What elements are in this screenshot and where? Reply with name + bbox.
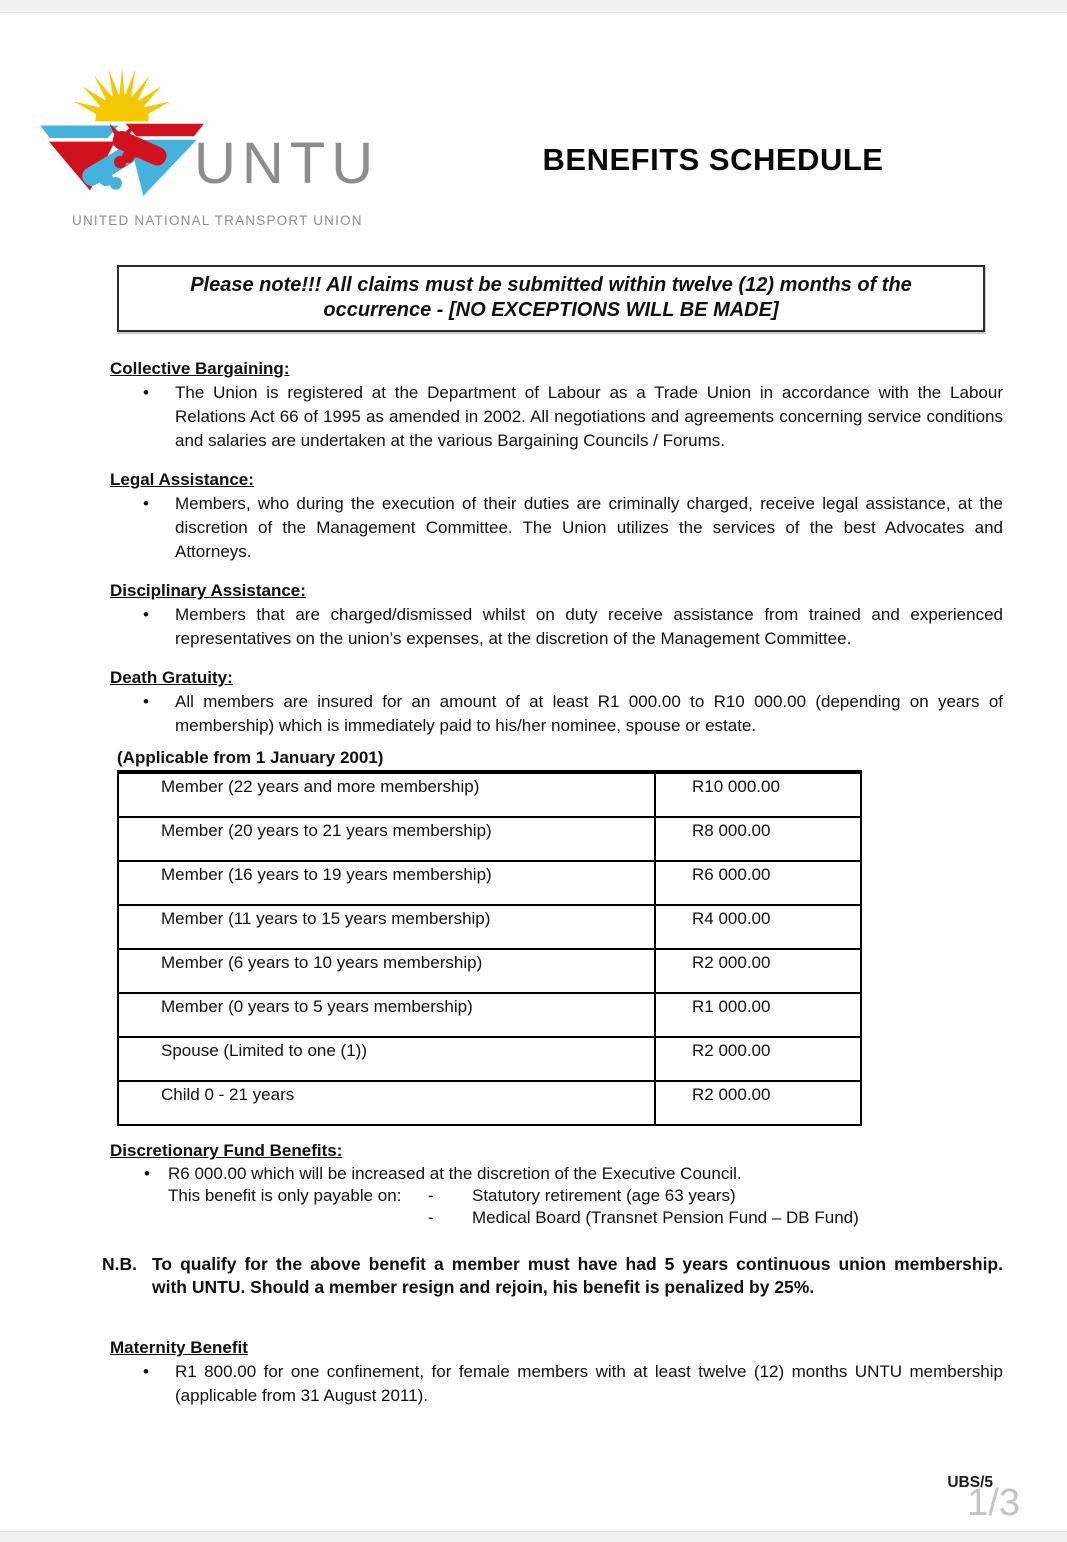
table-row xyxy=(118,817,861,861)
list-item xyxy=(110,603,1003,651)
notice-box: Please note!!! All claims must be submitted within twelve (12) months of the occurrence - [NO EXCEPTIONS WILL BE MADE] xyxy=(117,265,985,332)
benefit-value: R6 000.00 xyxy=(655,861,861,905)
section-death-gratuity xyxy=(110,665,1003,738)
section-discretionary-fund-benefits xyxy=(110,1138,1003,1229)
table-heading: (Applicable from 1 January 2001) xyxy=(117,746,862,772)
page-indicator: 1/3 xyxy=(967,1482,1020,1524)
section-heading: Discretionary Fund Benefits: xyxy=(110,1141,343,1160)
bullet-icon: • xyxy=(144,1164,150,1183)
bullet-icon: • xyxy=(143,1362,149,1381)
benefit-value: R2 000.00 xyxy=(655,1081,861,1125)
bullet-text: R6 000.00 which will be increased at the discretion of the Executive Council. xyxy=(168,1164,742,1183)
table-row xyxy=(118,1037,861,1081)
section-heading: Disciplinary Assistance: xyxy=(110,581,306,600)
viewer-top-page-edge xyxy=(0,0,1067,13)
nb-text-line1: To qualify for the above benefit a member must have had 5 years continuous union membership. xyxy=(152,1254,1003,1274)
bullet-text: The Union is registered at the Department of Labour as a Trade Union in accordance with the Labour Relations Act 66 of 1995 as amended in 2002. All negotiations and agreements concerning service conditions and salaries are undertaken at the various Bargaining Councils / Forums. xyxy=(175,383,1003,450)
benefit-value: R8 000.00 xyxy=(655,817,861,861)
document-body xyxy=(102,265,1003,1408)
bullet-icon: • xyxy=(143,383,149,402)
payable-label: This benefit is only payable on: xyxy=(168,1186,402,1205)
brand-name: UNTU xyxy=(194,131,380,196)
section-legal-assistance xyxy=(110,467,1003,564)
payable-item: Medical Board (Transnet Pension Fund – DB Fund) xyxy=(472,1208,859,1227)
section-heading: Maternity Benefit xyxy=(110,1338,248,1357)
section-maternity-benefit xyxy=(110,1335,1003,1408)
bullet-text: Members, who during the execution of their duties are criminally charged, receive legal assistance, at the discretion of the Management Committee. The Union utilizes the services of the best Advocates and Attorneys. xyxy=(175,494,1003,561)
benefit-label: Child 0 - 21 years xyxy=(118,1081,655,1125)
payable-item: Statutory retirement (age 63 years) xyxy=(472,1186,736,1205)
dash-icon: - xyxy=(428,1186,434,1205)
benefit-label: Member (6 years to 10 years membership) xyxy=(118,949,655,993)
benefit-label: Spouse (Limited to one (1)) xyxy=(118,1037,655,1081)
list-item xyxy=(110,1360,1003,1408)
page-title: BENEFITS SCHEDULE xyxy=(542,142,884,177)
benefit-label: Member (16 years to 19 years membership) xyxy=(118,861,655,905)
viewer-bottom-page-edge xyxy=(0,1531,1067,1542)
benefit-label: Member (20 years to 21 years membership) xyxy=(118,817,655,861)
table-row xyxy=(118,993,861,1037)
table-row xyxy=(118,949,861,993)
nb-text-line2: with UNTU. Should a member resign and rejoin, his benefit is penalized by 25%. xyxy=(152,1277,815,1297)
section-heading: Legal Assistance: xyxy=(110,470,254,489)
table-row xyxy=(118,1081,861,1125)
list-item xyxy=(110,492,1003,564)
benefit-value: R4 000.00 xyxy=(655,905,861,949)
bullet-text: All members are insured for an amount of at least R1 000.00 to R10 000.00 (depending on years of membership) which is immediately paid to his/her nominee, spouse or estate. xyxy=(175,692,1003,735)
section-collective-bargaining xyxy=(110,356,1003,453)
bullet-text: Members that are charged/dismissed whilst on duty receive assistance from trained and experienced representatives on the union’s expenses, at the discretion of the Management Committee. xyxy=(175,605,1003,648)
list-item xyxy=(110,381,1003,453)
document-reference: UBS/5 xyxy=(947,1474,993,1491)
benefit-label: Member (11 years to 15 years membership) xyxy=(118,905,655,949)
nota-bene xyxy=(102,1253,1003,1299)
payable-row xyxy=(168,1185,1003,1207)
benefit-value: R10 000.00 xyxy=(655,773,861,817)
payable-label xyxy=(168,1207,428,1229)
list-item xyxy=(110,690,1003,738)
benefit-label: Member (0 years to 5 years membership) xyxy=(118,993,655,1037)
benefit-value: R1 000.00 xyxy=(655,993,861,1037)
section-disciplinary-assistance xyxy=(110,578,1003,651)
document-header xyxy=(0,30,1067,245)
section-heading: Death Gratuity: xyxy=(110,668,233,687)
table-row xyxy=(118,773,861,817)
section-heading: Collective Bargaining: xyxy=(110,359,290,378)
benefit-label: Member (22 years and more membership) xyxy=(118,773,655,817)
benefits-table xyxy=(117,772,862,1126)
bullet-text: R1 800.00 for one confinement, for female members with at least twelve (12) months UNTU membership (applicable from 31 August 2011). xyxy=(175,1362,1003,1405)
bullet-icon: • xyxy=(143,692,149,711)
brand-subtitle: UNITED NATIONAL TRANSPORT UNION xyxy=(72,213,363,228)
benefit-value: R2 000.00 xyxy=(655,949,861,993)
table-row xyxy=(118,905,861,949)
bullet-icon: • xyxy=(143,494,149,513)
list-item xyxy=(110,1163,1003,1185)
nb-label: N.B. xyxy=(102,1254,137,1274)
payable-row xyxy=(168,1207,1003,1229)
bullet-icon: • xyxy=(143,605,149,624)
table-row xyxy=(118,861,861,905)
untu-logo-icon xyxy=(33,36,211,208)
death-gratuity-table-block xyxy=(110,746,1003,1126)
dash-icon: - xyxy=(428,1208,434,1227)
benefit-value: R2 000.00 xyxy=(655,1037,861,1081)
